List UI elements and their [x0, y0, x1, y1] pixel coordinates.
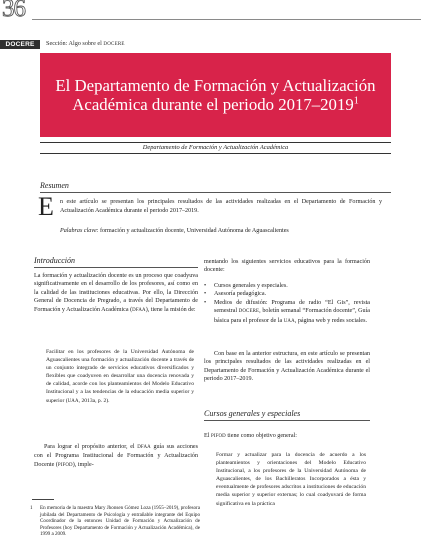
- mission-quote-text: Facilitar en los profesores de la Universidad Autónoma de Aguascalientes una formación y actualización docente a través de un conjunto integrado de servicios educativos diversificados y flexibles que coadyuven en desarrollar una docencia renovada y de calidad, acorde con los planteamientos del Modelo Educativo Institucional y a las tendencias de la educación media superior y superior (: [46, 349, 194, 404]
- list-item: [204, 290, 370, 298]
- bullet-icon: •: [204, 299, 207, 306]
- section-label: [46, 39, 125, 49]
- services-intro: mentando los siguientes servicios educativos para la formación docente:: [204, 259, 370, 274]
- footnote-text: En memoria de la maestra Mary Jhonsen Gómez Loza (1955–2019), profesora jubilada del Departamento de Psicología y entrañable integrante del Equipo Coordinador de la entonces Unidad de Formación y Actualización de Profesores (hoy Departamento de Formación y Actualización Académica), de 1999 a 2009.: [40, 505, 200, 538]
- list-item-text-3: , página web y redes sociales.: [294, 317, 368, 324]
- list-item: [204, 282, 370, 290]
- objective-quote: Formar y actualizar para la docencia de acuerdo a los planteamientos y orientaciones del Modelo Educativo Institucional, a los profesores de la Universidad Autónoma de Aguascalientes, de los Bachilleratos Incorporados a ésta y eventualmente de profesores adscritos a instituciones de educación media superior y superior externas; lo cual coadyuvará de forma significativa en la práctica: [216, 452, 366, 507]
- list-item: [204, 299, 370, 326]
- keywords-text: : formación y actualización docente, Universidad Autónoma de Aguascalientes: [96, 228, 289, 234]
- intro-p2-end: ), imple-: [72, 461, 94, 468]
- list-item-text-2: , boletín semanal “Formación docente”, Guía básica para el profesor de la: [214, 308, 370, 324]
- list-item-text: Cursos generales y especiales.: [214, 283, 288, 289]
- author-rule-bottom: [40, 153, 391, 154]
- title-banner: [40, 53, 391, 137]
- top-rule: [32, 19, 421, 20]
- intro-paragraph-1: [34, 272, 198, 315]
- mission-quote: [46, 348, 194, 406]
- footnote-number: 1: [30, 505, 33, 511]
- article-author: Departamento de Formación y Actualización Académica: [142, 144, 289, 151]
- footnote: [32, 505, 200, 538]
- results-paragraph: Con base en la anterior estructura, en este artículo se presentan los principales resultados de las actividades realizadas en el Departamento de Formación y Actualización Académica durante el periodo 2017–2019.: [204, 351, 370, 383]
- keywords-label: Palabras clave: [60, 228, 97, 234]
- abbr-uaa: UAA: [67, 398, 79, 404]
- list-item-text: Asesoría pedagógica.: [214, 291, 267, 298]
- title-footnote-mark[interactable]: 1: [353, 95, 359, 107]
- summary-dropcap: E: [38, 192, 54, 221]
- intro-p1-text: La formación y actualización docente es un proceso que coadyuva significativamente en el desarrollo de los profesores, así como en la calidad de las instituciones educativas. Por ello, la Dirección General de Docencia de Pregrado, a través del Departamento de Formación y Actualización Académica (: [34, 273, 198, 313]
- pifod-text: El: [204, 433, 211, 439]
- pifod-text-end: tiene como objetivo general:: [225, 433, 297, 439]
- courses-rule: [204, 420, 370, 421]
- summary-text: n este artículo se presentan los principales resultados de las actividades realizadas en el Departamento de Formación y Actualización Académica durante el periodo 2017–2019.: [60, 199, 382, 214]
- list-item-text: Medios de difusión: Programa de radio “El Gis”, revista semestral: [214, 299, 370, 315]
- section-prefix: Sección: Algo sobre el: [46, 40, 102, 47]
- intro-heading: Introducción: [34, 256, 76, 265]
- intro-p2-text-2: guía sus acciones con el Programa Institucional de Formación y Actualización Docente (: [34, 444, 198, 468]
- footnote-rule: [32, 499, 54, 500]
- mission-quote-citation: , 2013a, p. 2).: [78, 397, 110, 404]
- courses-heading: Cursos generales y especiales: [204, 409, 301, 418]
- section-journal: DOCERE: [103, 42, 125, 47]
- article-title-text: El Departamento de Formación y Actualización Académica durante el periodo 2017–2019: [55, 76, 376, 114]
- abbr-uaa-2: UAA: [283, 318, 295, 324]
- abbr-docere: DOCERE: [238, 309, 260, 315]
- intro-rule: [34, 267, 198, 268]
- abbr-dfaa-2: DFAA: [137, 445, 151, 450]
- intro-p2-text: Para lograr el propósito anterior, el: [44, 444, 138, 450]
- pifod-paragraph: [204, 432, 370, 441]
- summary-heading: Resumen: [40, 181, 69, 190]
- page-number: 36: [2, 0, 25, 22]
- abbr-dfaa: DFAA: [132, 307, 146, 313]
- bullet-icon: •: [204, 291, 207, 298]
- journal-tag: DOCERE: [0, 40, 40, 49]
- bullet-icon: •: [204, 283, 207, 289]
- intro-paragraph-2: [34, 443, 198, 470]
- summary-rule: [40, 192, 391, 193]
- abbr-pifod: PIFOD: [57, 462, 73, 468]
- article-title: [51, 76, 381, 114]
- keywords: [60, 227, 382, 236]
- services-list: [204, 282, 370, 326]
- abbr-pifod-2: PIFOD: [210, 434, 226, 439]
- intro-p1-end: ), tiene la misión de:: [145, 306, 196, 313]
